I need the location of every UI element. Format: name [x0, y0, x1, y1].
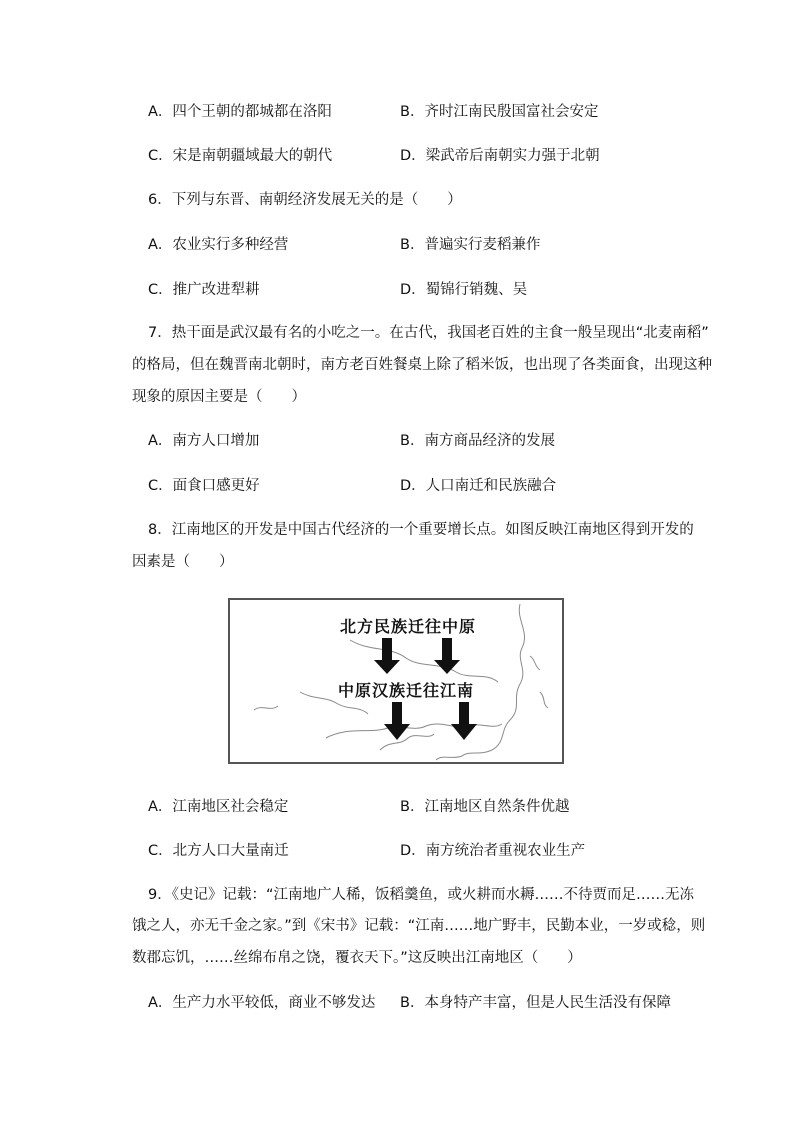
q6-option-a: A．农业实行多种经营 — [148, 237, 289, 253]
q7-option-b: B．南方商品经济的发展 — [400, 433, 555, 449]
q8-stem-line1: 8．江南地区的开发是中国古代经济的一个重要增长点。如图反映江南地区得到开发的 — [148, 522, 694, 538]
q6-stem: 6．下列与东晋、南朝经济发展无关的是（ ） — [148, 192, 462, 208]
q8-option-a: A．江南地区社会稳定 — [148, 799, 289, 815]
q7-option-d: D．人口南迁和民族融合 — [400, 478, 557, 494]
q9-stem-line3: 数郡忘饥，……丝绵布帛之饶，覆衣天下。”这反映出江南地区（ ） — [132, 950, 582, 966]
q6-option-b: B．普遍实行麦稻兼作 — [400, 237, 541, 253]
q7-option-a: A．南方人口增加 — [148, 433, 260, 449]
q7-stem-line3: 现象的原因主要是（ ） — [132, 389, 306, 405]
q9-stem-line1: 9．《史记》记载：“江南地广人稀，饭稻羹鱼，或火耕而水耨……不待贾而足……无冻 — [148, 887, 694, 903]
q5-option-d: D．梁武帝后南朝实力强于北朝 — [400, 148, 600, 164]
q9-stem-line2: 饿之人，亦无千金之家。”到《宋书》记载：“江南……地广野丰，民勤本业，一岁或稔，则 — [132, 918, 706, 934]
q7-option-c: C．面食口感更好 — [148, 478, 260, 494]
q8-option-b: B．江南地区自然条件优越 — [400, 799, 570, 815]
q6-option-d: D．蜀锦行销魏、吴 — [400, 282, 528, 298]
q7-stem-line2: 的格局，但在魏晋南北朝时，南方老百姓餐桌上除了稻米饭，也出现了各类面食，出现这种 — [132, 357, 712, 373]
q8-option-d: D．南方统治者重视农业生产 — [400, 843, 586, 859]
q7-stem-line1: 7．热干面是武汉最有名的小吃之一。在古代，我国老百姓的主食一般呈现出“北麦南稻” — [148, 325, 709, 341]
q5-option-c: C．宋是南朝疆域最大的朝代 — [148, 148, 333, 164]
q5-option-b: B．齐时江南民殷国富社会安定 — [400, 104, 599, 120]
migration-map-figure — [228, 598, 564, 764]
q8-stem-line2: 因素是（ ） — [132, 554, 234, 570]
figure-label-south: 中原汉族迁往江南 — [338, 681, 475, 700]
figure-label-north: 北方民族迁往中原 — [340, 617, 477, 636]
q6-option-c: C．推广改进犁耕 — [148, 282, 260, 298]
q5-option-a: A．四个王朝的都城都在洛阳 — [148, 104, 332, 120]
q8-option-c: C．北方人口大量南迁 — [148, 843, 289, 859]
q9-option-b: B．本身特产丰富，但是人民生活没有保障 — [400, 995, 671, 1011]
q9-option-a: A．生产力水平较低，商业不够发达 — [148, 995, 376, 1011]
